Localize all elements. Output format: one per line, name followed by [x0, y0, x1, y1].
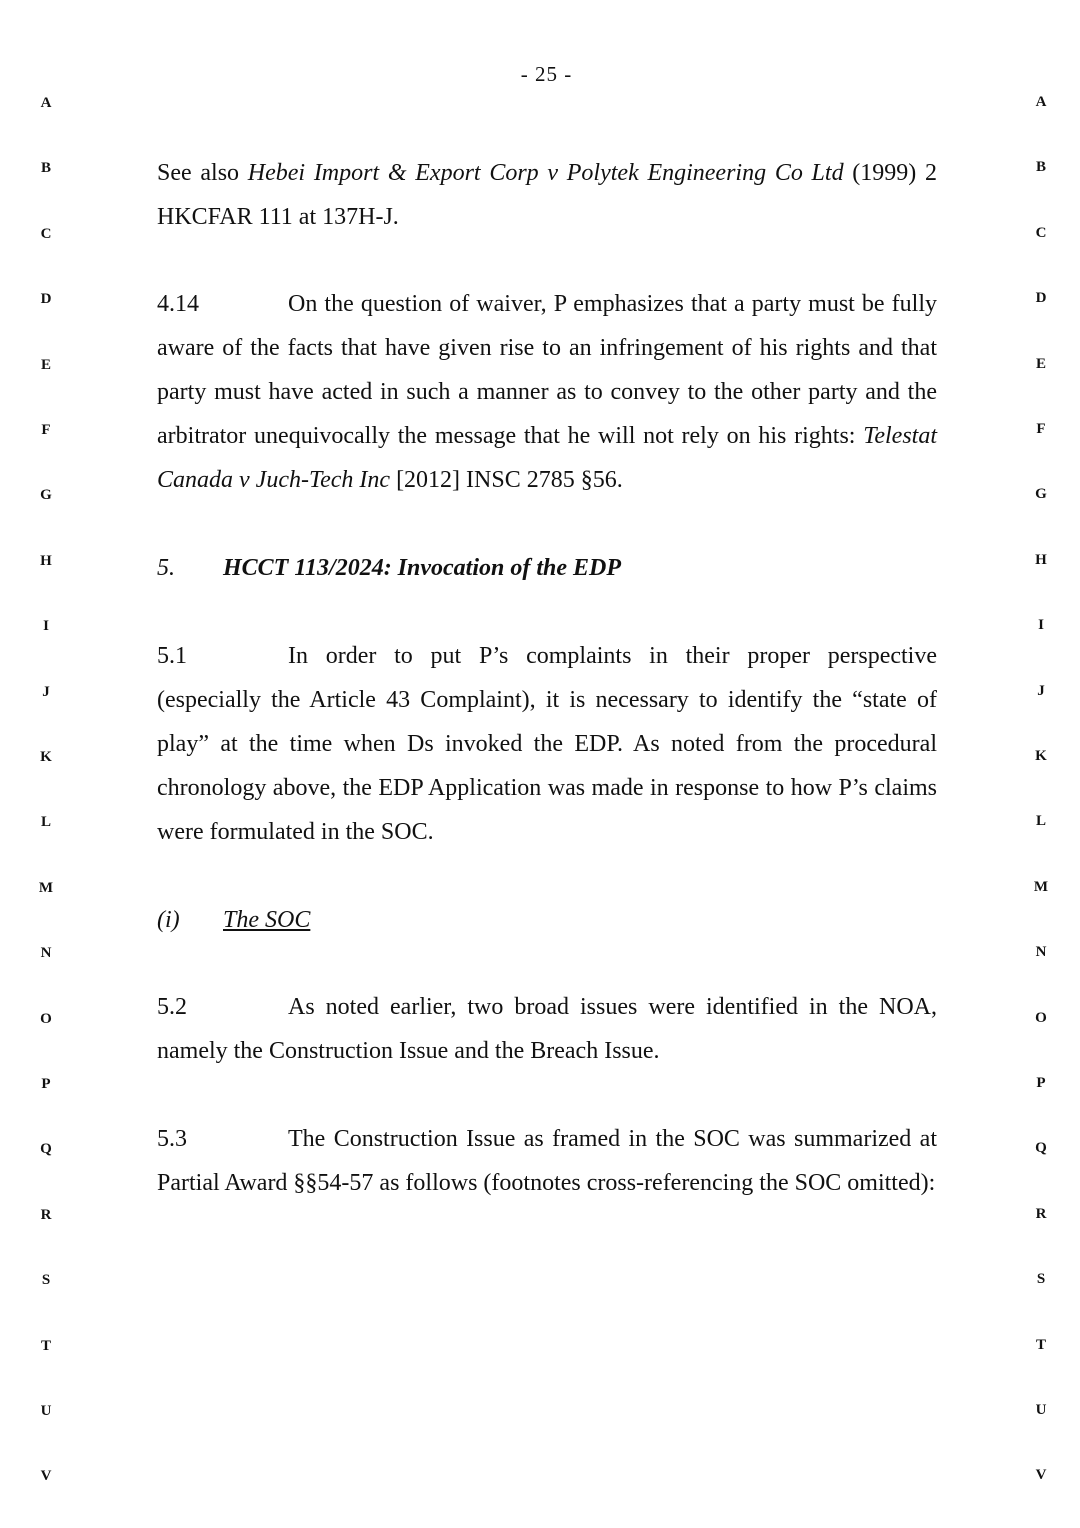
margin-letter-h: H	[1035, 551, 1047, 568]
document-body	[157, 151, 937, 1205]
case-citation: Telestat Canada v Juch-Tech Inc	[157, 423, 937, 493]
margin-letter-f: F	[41, 422, 51, 438]
right-margin-letters	[1021, 0, 1061, 1528]
see-also-paragraph	[157, 151, 937, 239]
intro-suffix: (1999) 2 HKCFAR 111 at 137H-J.	[157, 160, 938, 230]
margin-letter-p: P	[41, 1076, 51, 1092]
subsection-number: (i)	[157, 907, 180, 933]
margin-letter-u: U	[1035, 1402, 1047, 1418]
margin-letter-h: H	[40, 552, 52, 569]
margin-letter-s: S	[1036, 1271, 1046, 1288]
margin-letter-a: A	[1035, 94, 1047, 110]
margin-letter-n: N	[1035, 944, 1047, 961]
margin-letter-b: B	[1035, 159, 1046, 176]
margin-letter-j: J	[1037, 682, 1045, 699]
left-margin-letters	[26, 0, 66, 1528]
margin-letter-d: D	[40, 291, 52, 308]
margin-letter-v: V	[40, 1468, 52, 1485]
margin-letter-k: K	[40, 749, 52, 765]
margin-letter-c: C	[1035, 224, 1047, 241]
paragraph-number: 5.1	[157, 643, 187, 669]
margin-letter-d: D	[1035, 290, 1047, 307]
margin-letter-m: M	[1033, 878, 1049, 895]
paragraph-4-14	[157, 282, 937, 502]
section-number: 5.	[157, 555, 175, 581]
margin-letter-q: Q	[1035, 1140, 1047, 1157]
margin-letter-m: M	[38, 879, 54, 896]
margin-letter-c: C	[40, 225, 52, 242]
margin-letter-e: E	[1035, 355, 1046, 372]
subsection-title: The SOC	[223, 907, 311, 933]
margin-letter-v: V	[1035, 1467, 1047, 1484]
margin-letter-j: J	[42, 683, 50, 700]
margin-letter-t: T	[40, 1337, 51, 1354]
paragraph-5-1	[157, 634, 937, 854]
margin-letter-e: E	[40, 356, 51, 373]
margin-letter-t: T	[1035, 1336, 1046, 1353]
paragraph-number: 4.14	[157, 291, 199, 317]
margin-letter-i: I	[1038, 617, 1044, 634]
paragraph-text: As noted earlier, two broad issues were identified in the NOA, namely the Construction Issue and the Breach Issue.	[157, 994, 937, 1064]
page-number: - 25 -	[520, 62, 573, 86]
margin-letter-o: O	[1035, 1009, 1047, 1026]
margin-letter-i: I	[43, 618, 49, 635]
paragraph-text: On the question of waiver, P emphasizes that a party must be fully aware of the facts that have given rise to an infringement of his rights and that party must have acted in such a manner as to convey to the other party and the arbitrator unequivocally the message that he will not rely on his rights:	[157, 291, 937, 449]
margin-letter-o: O	[40, 1010, 52, 1027]
paragraph-5-3	[157, 1117, 937, 1205]
paragraph-text: In order to put P’s complaints in their proper perspective (especially the Article 43 Complaint), it is necessary to identify the “state of play” at the time when Ds invoked the EDP. As noted from the procedural chronology above, the EDP Application was made in response to how P’s claims were formulated in the SOC.	[157, 643, 937, 845]
paragraph-number: 5.3	[157, 1126, 187, 1152]
paragraph-text-end: [2012] INSC 2785 §56.	[390, 467, 623, 493]
paragraph-number: 5.2	[157, 994, 187, 1020]
paragraph-text: The Construction Issue as framed in the SOC was summarized at Partial Award §§54-57 as follows (footnotes cross-referencing the SOC omitted):	[157, 1126, 937, 1196]
margin-letter-k: K	[1035, 748, 1047, 764]
margin-letter-g: G	[40, 487, 52, 504]
subsection-heading-i	[157, 898, 937, 942]
section-title: HCCT 113/2024: Invocation of the EDP	[223, 555, 622, 581]
margin-letter-q: Q	[40, 1141, 52, 1158]
margin-letter-b: B	[40, 160, 51, 177]
margin-letter-f: F	[1036, 421, 1046, 437]
margin-letter-r: R	[40, 1206, 52, 1223]
paragraph-5-2	[157, 985, 937, 1073]
margin-letter-s: S	[41, 1272, 51, 1289]
margin-letter-l: L	[40, 814, 51, 831]
section-heading-5	[157, 546, 937, 590]
margin-letter-r: R	[1035, 1205, 1047, 1222]
intro-case-citation: Hebei Import & Export Corp v Polytek Engineering Co Ltd	[247, 160, 844, 186]
margin-letter-g: G	[1035, 486, 1047, 503]
intro-prefix: See also	[157, 160, 248, 186]
margin-letter-l: L	[1035, 813, 1046, 830]
margin-letter-u: U	[40, 1403, 52, 1419]
margin-letter-n: N	[40, 945, 52, 962]
margin-letter-p: P	[1036, 1075, 1046, 1091]
margin-letter-a: A	[40, 95, 52, 111]
